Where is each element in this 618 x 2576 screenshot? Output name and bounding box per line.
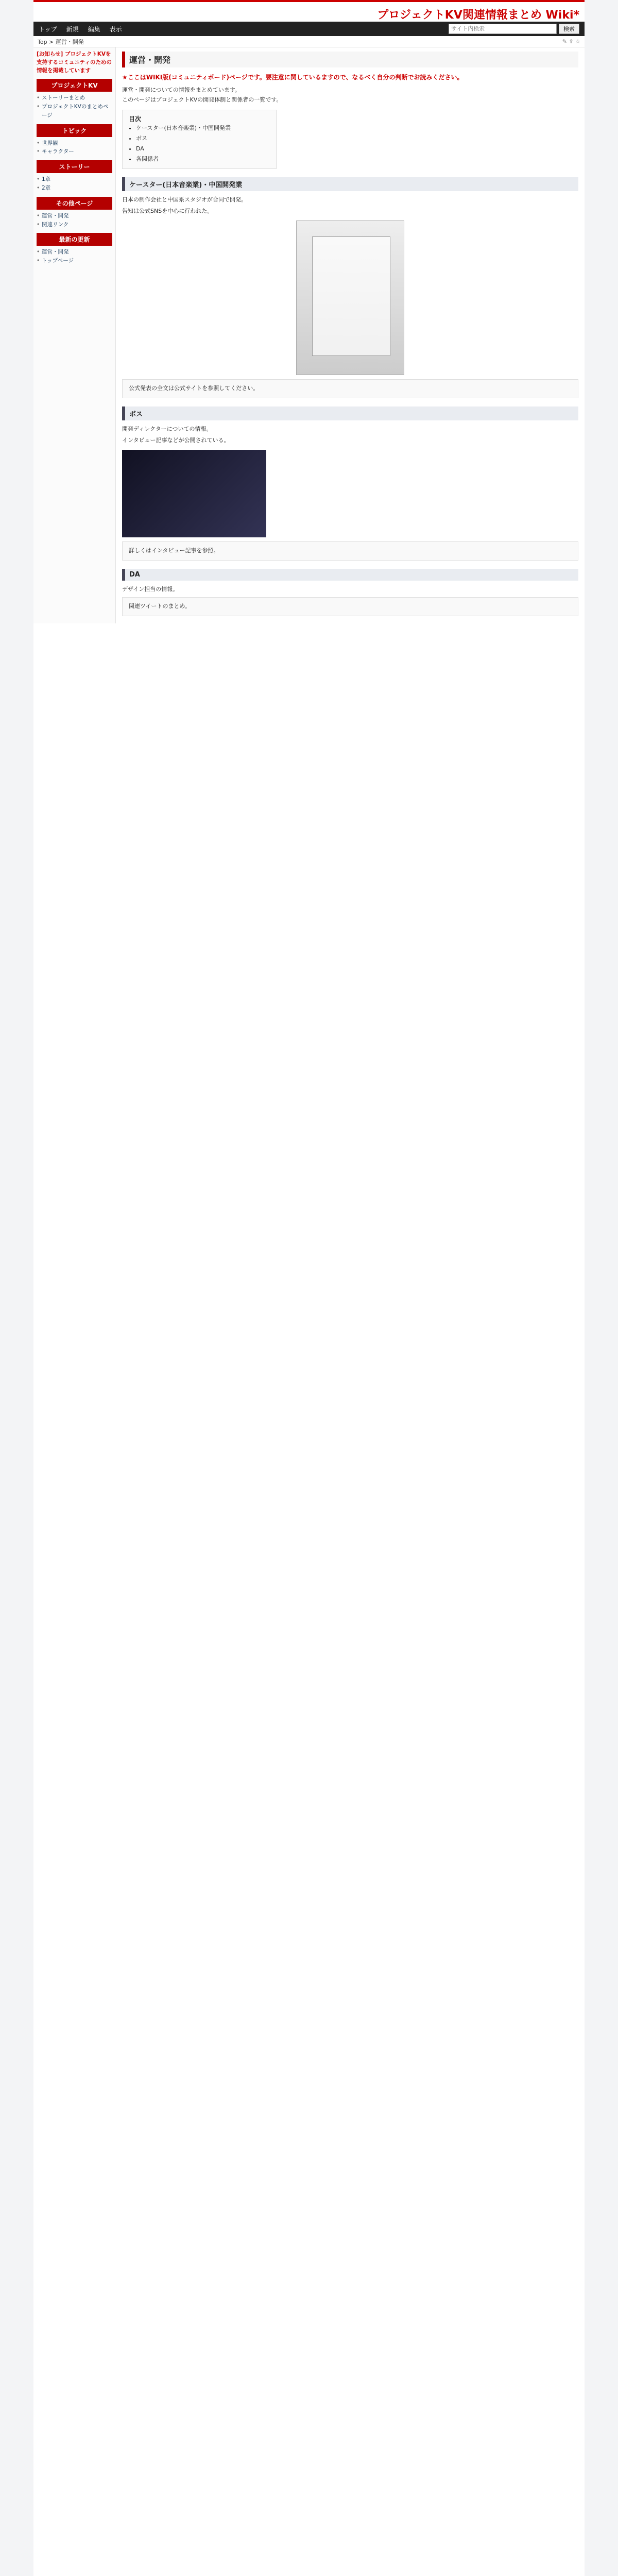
sidebar-section-title: トピック — [37, 124, 112, 137]
intro-text: 運営・開発についての情報をまとめています。 — [122, 87, 241, 93]
sidebar-list — [37, 175, 112, 193]
sidebar-item[interactable]: • プロジェクトKVのまとめページ — [37, 103, 112, 120]
section-title: ボス — [129, 410, 143, 418]
menu-bar — [33, 22, 585, 36]
menu-top[interactable]: トップ — [39, 25, 57, 33]
section-heading — [122, 177, 578, 191]
section-paragraph: 日本の制作会社と中国系スタジオが合同で開発。 — [122, 196, 247, 203]
sidebar-section-title: その他ページ — [37, 197, 112, 210]
menu-new[interactable]: 新規 — [66, 25, 79, 33]
sidebar-item[interactable]: • 2章 — [37, 184, 112, 193]
sidebar-item[interactable]: • 世界観 — [37, 139, 112, 148]
breadcrumb[interactable]: Top > 運営・開発 — [38, 38, 84, 45]
main-content — [116, 47, 585, 623]
product-image — [296, 221, 404, 375]
toc-title: 目次 — [129, 115, 142, 123]
sidebar-section-title: ストーリー — [37, 160, 112, 173]
breadcrumb-bar — [33, 36, 585, 47]
section-paragraph: 告知は公式SNSを中心に行われた。 — [122, 208, 213, 215]
sidebar-section-title: 最新の更新 — [37, 233, 112, 246]
toc-list — [129, 123, 270, 164]
site-header — [33, 0, 585, 22]
search-input[interactable] — [449, 24, 557, 34]
toc-item[interactable]: • ケースター(日本音楽業)・中国開発業 — [136, 123, 270, 133]
sidebar-item[interactable]: • トップページ — [37, 257, 112, 265]
table-of-contents — [122, 110, 277, 168]
sidebar-section-title: プロジェクトKV — [37, 79, 112, 92]
section-title: ケースター(日本音楽業)・中国開発業 — [129, 181, 243, 189]
sidebar-item[interactable]: • 運営・開発 — [37, 248, 112, 257]
search-button[interactable]: 検索 — [559, 24, 579, 34]
page-intro — [122, 86, 578, 105]
section-paragraph: 開発ディレクターについての情報。 — [122, 425, 212, 432]
sidebar-list — [37, 94, 112, 120]
menu-edit[interactable]: 編集 — [88, 25, 100, 33]
section-title: DA — [129, 570, 140, 579]
quote-box: 関連ツイートのまとめ。 — [122, 597, 578, 616]
site-title[interactable]: プロジェクトKV関連情報まとめ Wiki* — [377, 9, 579, 22]
page-title: 運営・開発 — [122, 52, 578, 67]
sidebar-item[interactable]: • ストーリーまとめ — [37, 94, 112, 103]
quote-box: 公式発表の全文は公式サイトを参照してください。 — [122, 379, 578, 398]
sidebar-item[interactable]: • 運営・開発 — [37, 212, 112, 221]
section-paragraph: デザイン担当の情報。 — [122, 585, 179, 592]
sidebar — [33, 47, 116, 623]
quote-box: 詳しくはインタビュー記事を参照。 — [122, 541, 578, 561]
page-container — [33, 0, 585, 2576]
section-heading — [122, 569, 578, 581]
sidebar-item[interactable]: • キャラクター — [37, 147, 112, 156]
page-tools: ✎ ⇪ ☆ — [562, 38, 580, 45]
sidebar-item[interactable]: • 関連リンク — [37, 221, 112, 229]
toc-item[interactable]: • DA — [136, 144, 270, 154]
sidebar-list — [37, 248, 112, 265]
toc-item[interactable]: • ボス — [136, 133, 270, 144]
intro-text: このページはプロジェクトKVの開発体制と関係者の一覧です。 — [122, 96, 282, 103]
menu-view[interactable]: 表示 — [109, 25, 122, 33]
layout — [33, 47, 585, 623]
sidebar-welcome: [お知らせ] プロジェクトKVを支持するコミュニティのための情報を掲載しています — [37, 51, 112, 74]
sidebar-list — [37, 212, 112, 229]
page-notice: ★ここはWIKI版(コミュニティボード)ページです。要注意に関しているますので、なるべく自分の判断でお読みください。 — [122, 74, 464, 81]
section-heading — [122, 406, 578, 420]
search-box — [449, 24, 579, 34]
sidebar-list — [37, 139, 112, 157]
toc-item[interactable]: • 各関係者 — [136, 154, 270, 164]
sidebar-item[interactable]: • 1章 — [37, 175, 112, 184]
video-thumbnail[interactable] — [122, 450, 266, 537]
section-paragraph: インタビュー記事などが公開されている。 — [122, 437, 230, 444]
